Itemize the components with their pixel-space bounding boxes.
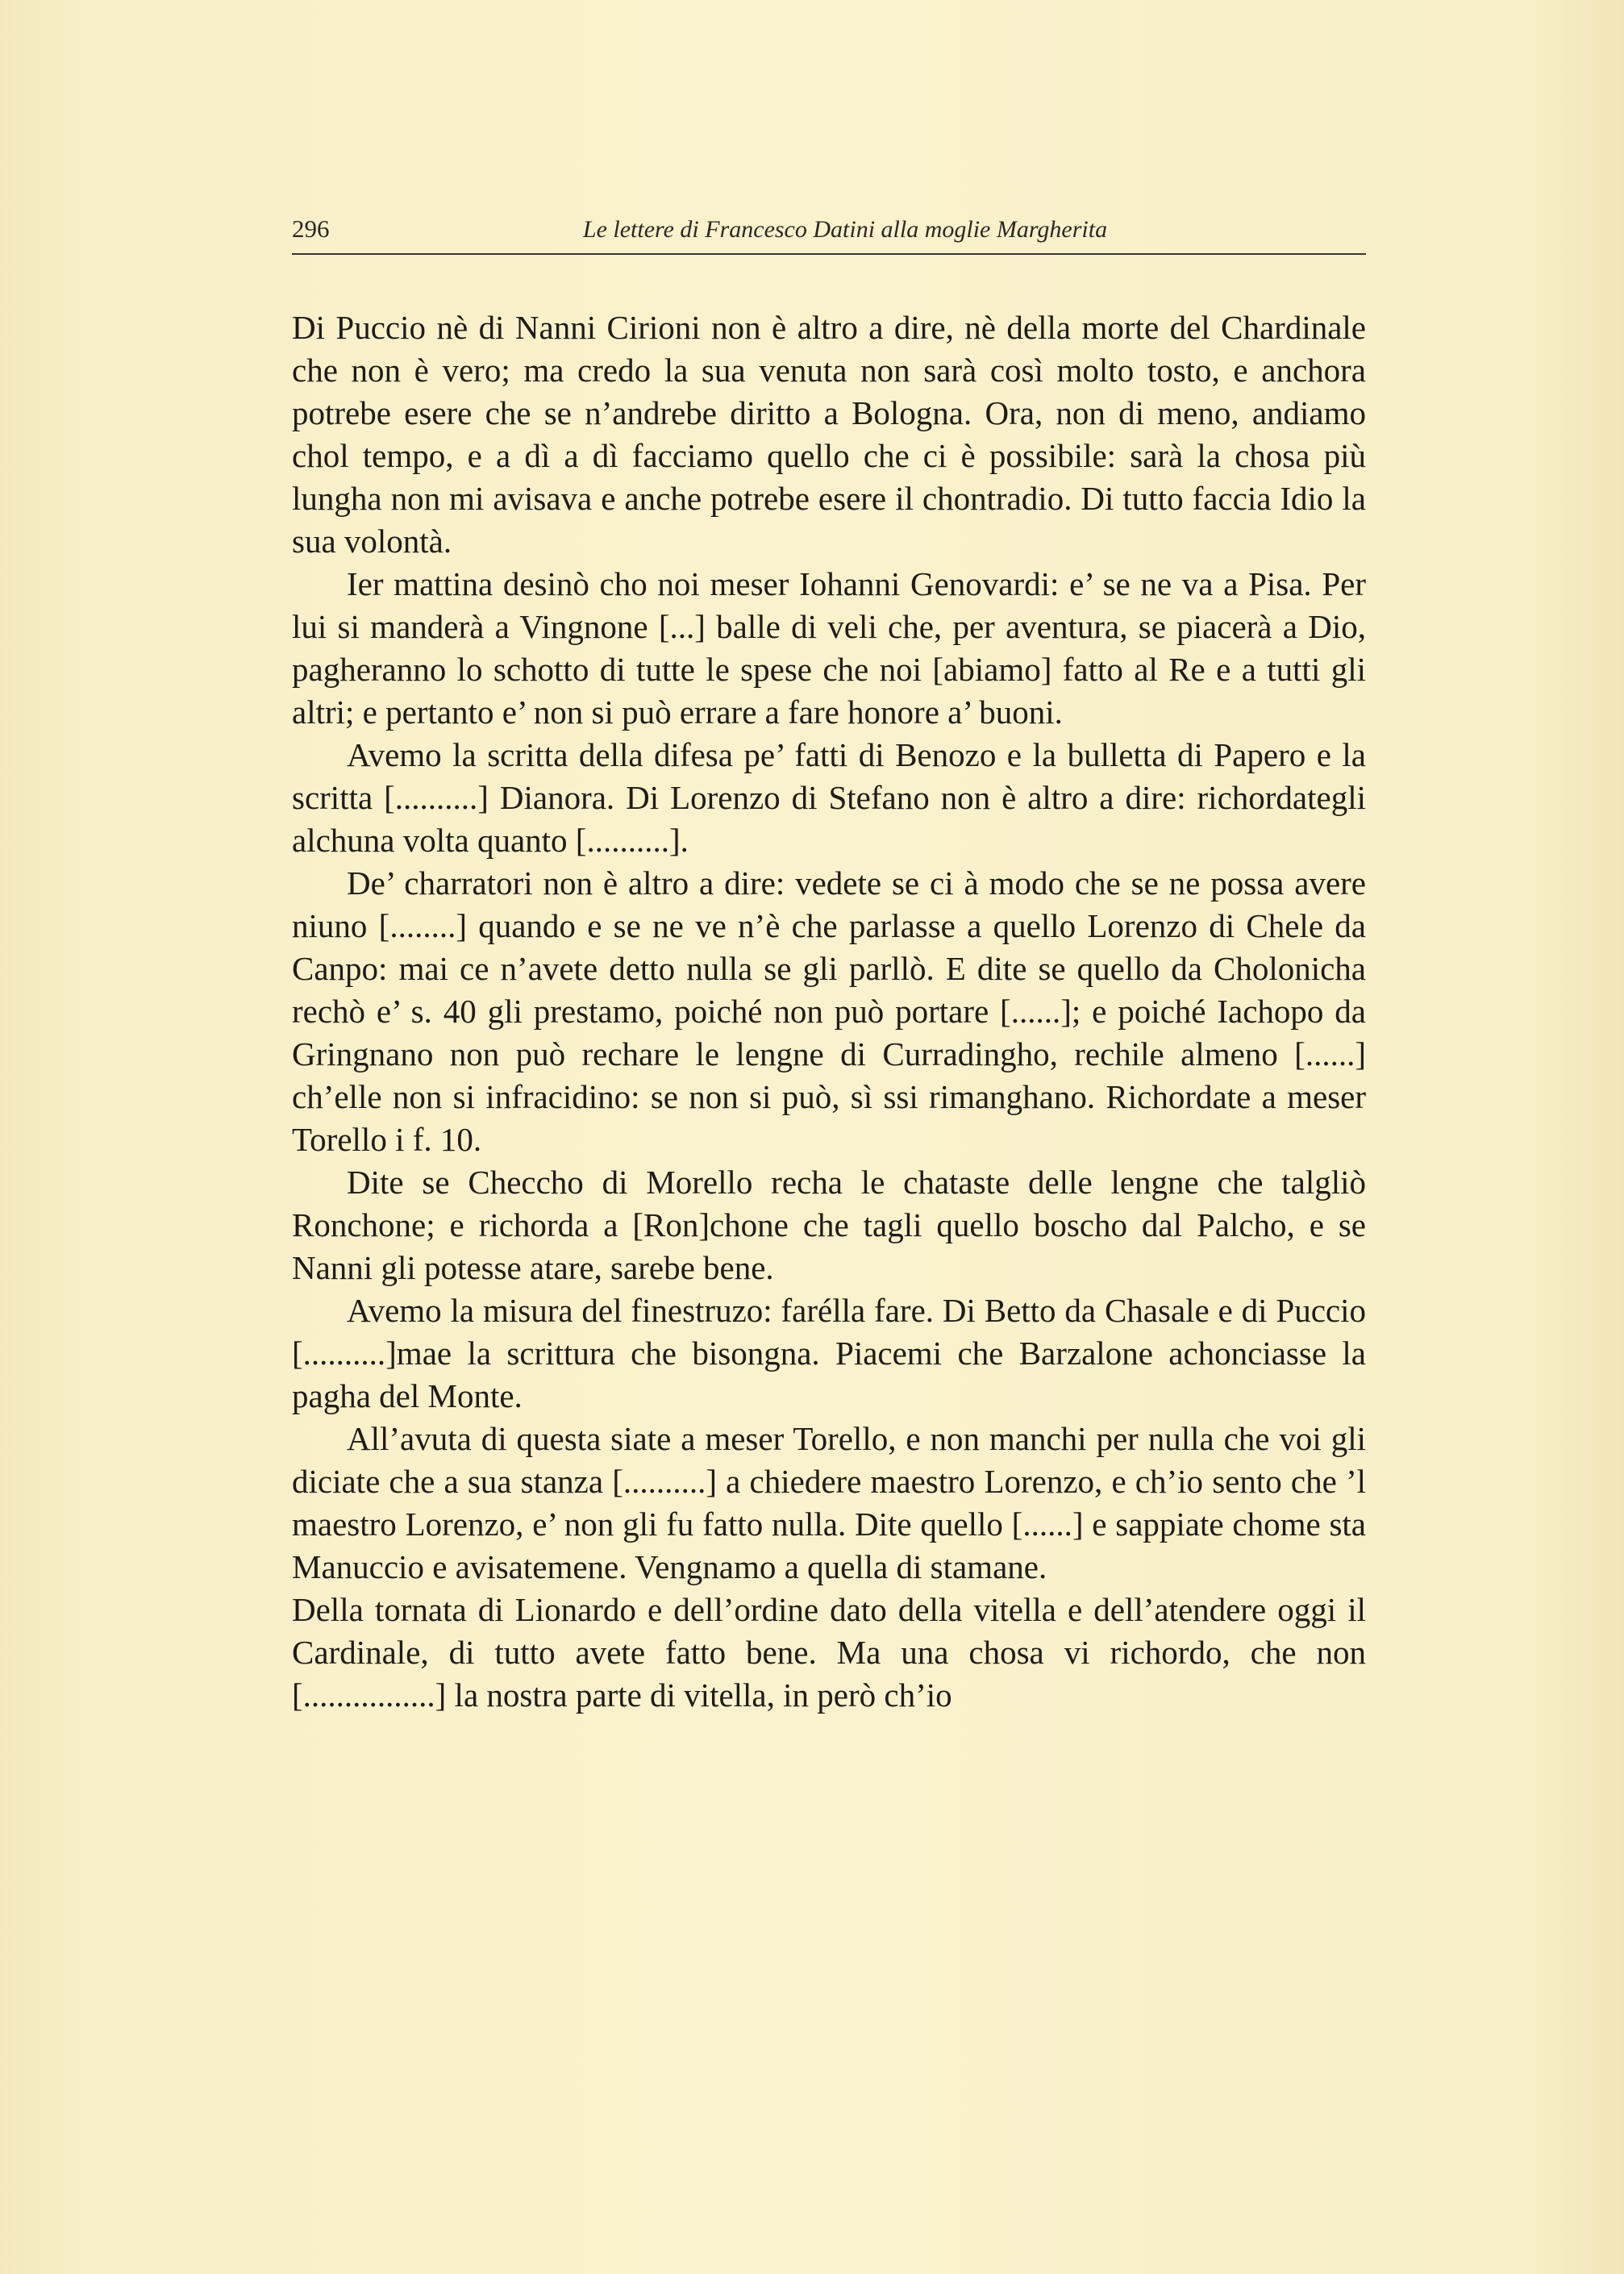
paragraph-7: All’avuta di questa siate a meser Torello, e non manchi per nulla che voi gli diciate che a sua stanza [..........] a chiedere maestro Lorenzo, e ch’io sento che ’l maestro Lorenzo, e’ non gli fu fatto nulla. Dite quello [......] e sappiate chome sta Manuccio e avisatemene. Vengnamo a quella di stamane. [292,1420,1366,1585]
paragraph-6: Avemo la misura del finestruzo: farélla fare. Di Betto da Chasale e di Puccio [..........]mae la scrittura che bisongna. Piacemi che Barzalone achonciasse la pagha del Monte. [292,1292,1366,1414]
body-text [292,306,1366,1717]
paragraph-1: Di Puccio nè di Nanni Cirioni non è altro a dire, nè della morte del Chardinale che non è vero; ma credo la sua venuta non sarà così molto tosto, e anchora potrebe esere che se n’andrebe diritto a Bologna. Ora, non di meno, andiamo chol tempo, e a dì a dì facciamo quello che ci è possibile: sarà la chosa più lungha non mi avisava e anche potrebe esere il chontradio. Di tutto faccia Idio la sua volontà. [292,309,1366,560]
running-title: Le lettere di Francesco Datini alla moglie Margherita [582,216,1108,243]
paragraph-2: Ier mattina desinò cho noi meser Iohanni Genovardi: e’ se ne va a Pisa. Per lui si manderà a Vingnone [...] balle di veli che, per aventura, se piacerà a Dio, pagheranno lo schotto di tutte le spese che noi [abiamo] fatto al Re e a tutti gli altri; e pertanto e’ non si può errare a fare honore a’ buoni. [292,565,1366,731]
paragraph-4: De’ charratori non è altro a dire: vedete se ci à modo che se ne possa avere niuno [........] quando e se ne ve n’è che parlasse a quello Lorenzo di Chele da Canpo: mai ce n’avete detto nulla se gli parllò. E dite se quello da Cholonicha rechò e’ s. 40 gli prestamo, poiché non può portare [......]; e poiché Iachopo da Gringnano non può rechare le lengne di Curradingho, rechile almeno [......] ch’elle non si infracidino: se non si può, sì ssi rimanghano. Richordate a meser Torello i f. 10. [292,864,1366,1158]
page-number: 296 [292,214,330,243]
paragraph-8: Della tornata di Lionardo e dell’ordine dato della vitella e dell’atendere oggi il Cardinale, di tutto avete fatto bene. Ma una chosa vi richordo, che non [................] la nostra parte di vitella, in però ch’io [292,1591,1366,1714]
paragraph-5: Dite se Checcho di Morello recha le chataste delle lengne che talgliò Ronchone; e richorda a [Ron]chone che tagli quello boscho dal Palcho, e se Nanni gli potesse atare, sarebe bene. [292,1164,1366,1286]
running-header [292,211,1366,255]
paragraph-3: Avemo la scritta della difesa pe’ fatti di Benozo e la bulletta di Papero e la scritta [..........] Dianora. Di Lorenzo di Stefano non è altro a dire: richordategli alchuna volta quanto [..........]. [292,736,1366,859]
